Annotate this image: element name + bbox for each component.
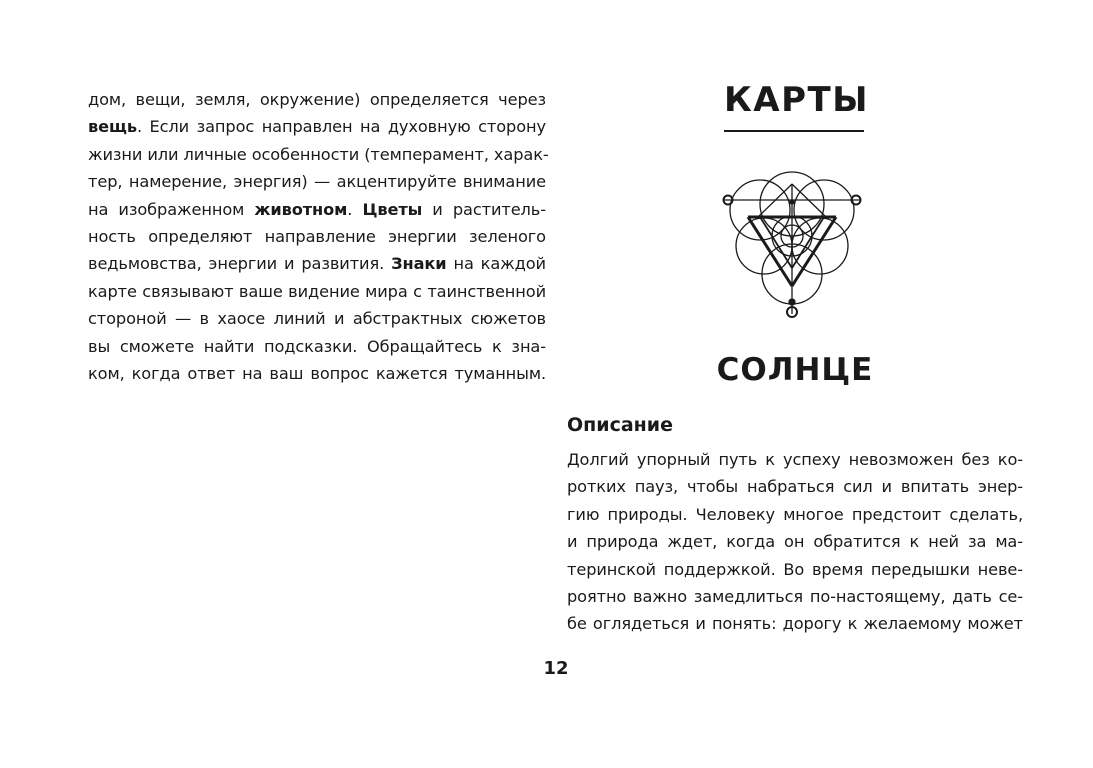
left-text-column (88, 86, 549, 387)
text-run: Долгий упорный путь к успеху невозможен без ко- (567, 450, 1023, 469)
text-line (88, 223, 546, 250)
text-line (567, 556, 1023, 583)
sun-sigil-icon (712, 162, 872, 322)
text-run: на каждой (446, 254, 546, 274)
text-line (567, 528, 1023, 555)
text-run: ведьмовства, энергии и развития. (88, 254, 392, 274)
text-line (567, 501, 1023, 528)
text-run: ротких пауз, чтобы набраться сил и впитать энер- (567, 477, 1023, 497)
page-number: 12 (543, 658, 569, 679)
text-run: ком, когда ответ на ваш вопрос кажется туманным. (88, 364, 546, 384)
text-line (88, 278, 546, 305)
bold-term: вещь (88, 117, 137, 137)
text-run: тер, намерение, энергия) — акцентируйте внимание (88, 172, 546, 192)
text-line (88, 196, 546, 223)
text-line (88, 141, 549, 168)
bold-term: Цветы (362, 199, 423, 219)
text-run: на изображенном (88, 199, 255, 219)
title-underline (724, 130, 864, 132)
description-text-column (567, 446, 1023, 638)
bold-term: животном (254, 199, 348, 219)
chapter-title: КАРТЫ (724, 80, 869, 120)
card-name: СОЛНЦЕ (716, 352, 874, 388)
text-run: . (347, 199, 363, 219)
text-line (88, 168, 546, 195)
text-run: жизни или личные особенности (темперамент, харак- (88, 144, 549, 164)
text-run: теринской поддержкой. Во время передышки неве- (567, 559, 1023, 579)
text-line (88, 86, 546, 113)
text-line (88, 360, 546, 387)
text-run: вы сможете найти подсказки. Обращайтесь к зна- (88, 336, 546, 356)
text-run: стороной — в хаосе линий и абстрактных сюжетов (88, 309, 546, 329)
bold-term: Знаки (391, 254, 447, 274)
text-line (567, 583, 1023, 610)
text-run: гию природы. Человеку многое предстоит сделать, (567, 504, 1023, 524)
text-line (567, 446, 1023, 473)
text-line (88, 250, 546, 277)
text-run: дом, вещи, земля, окружение) определяется через (88, 90, 546, 109)
text-run: и природа ждет, когда он обратится к ней за ма- (567, 532, 1023, 552)
text-line (88, 113, 546, 140)
text-line (88, 305, 546, 332)
text-line (88, 333, 546, 360)
text-line (567, 473, 1023, 500)
text-run: ность определяют направление энергии зеленого (88, 227, 546, 247)
text-line (567, 610, 1023, 637)
text-run: бе оглядеться и понять: дорогу к желаемому может (567, 614, 1023, 634)
text-run: и раститель- (422, 199, 546, 219)
text-run: . Если запрос направлен на духовную сторону (136, 117, 546, 137)
description-heading: Описание (567, 414, 674, 436)
text-run: карте связывают ваше видение мира с таинственной (88, 281, 546, 301)
text-run: роятно важно замедлиться по-настоящему, дать се- (567, 587, 1023, 607)
